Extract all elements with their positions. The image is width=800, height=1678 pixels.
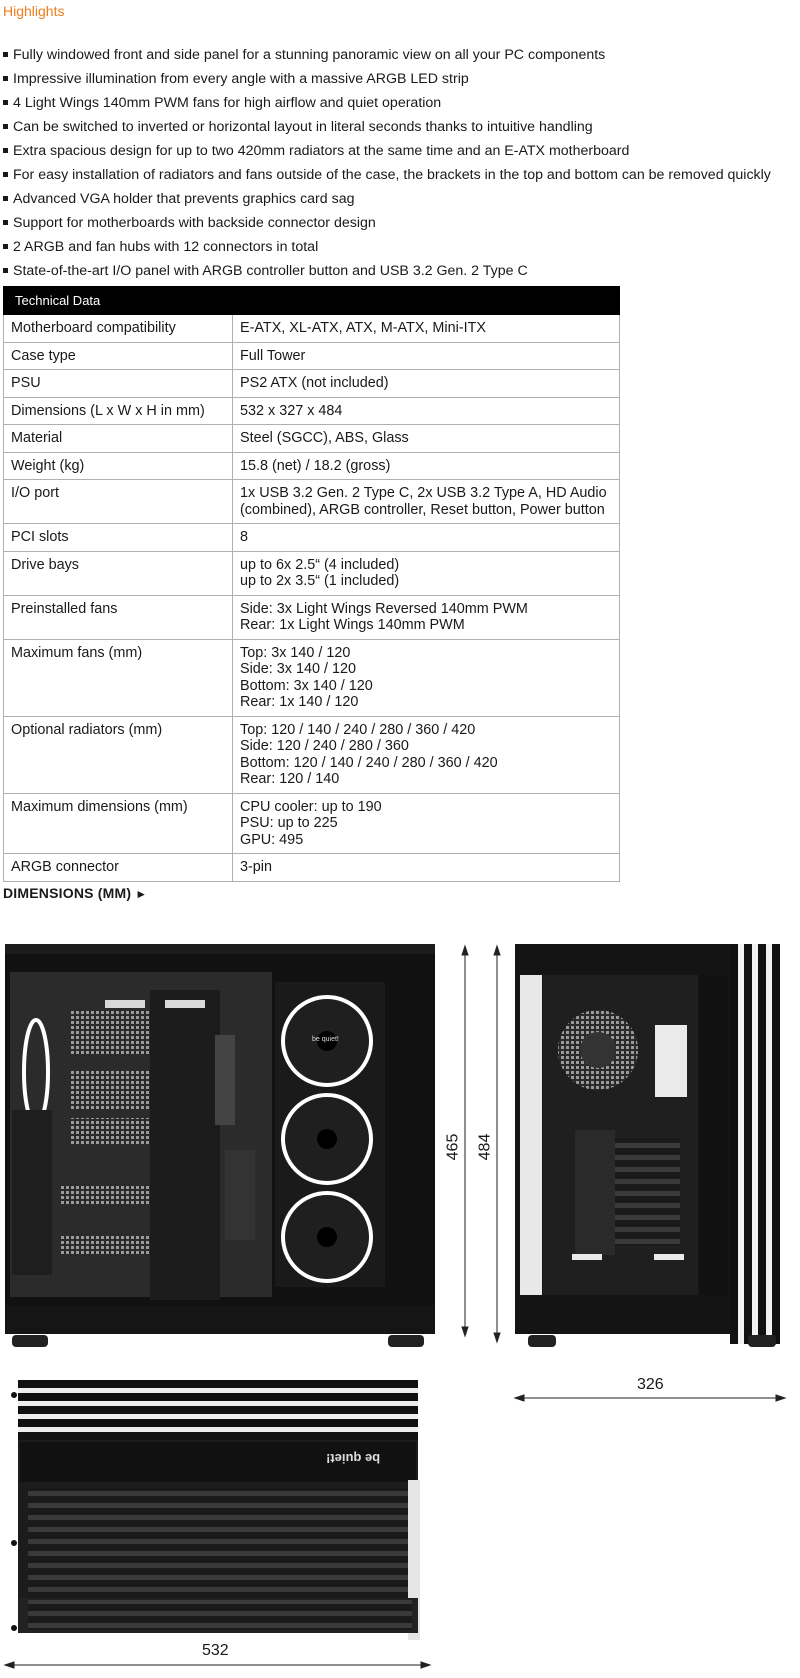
spec-value-line: 1x USB 3.2 Gen. 2 Type C, 2x USB 3.2 Type A, HD Audio	[240, 485, 607, 501]
spec-label: I/O port	[4, 480, 233, 524]
spec-value-line: Bottom: 3x 140 / 120	[240, 677, 373, 694]
spec-value-line: 15.8 (net) / 18.2 (gross)	[240, 457, 391, 474]
spec-label: Weight (kg)	[4, 452, 233, 480]
top-brand-logo: be quiet!	[326, 1451, 381, 1466]
spec-value-line: Side: 3x 140 / 120	[240, 661, 357, 677]
highlight-text: Fully windowed front and side panel for a stunning panoramic view on all your PC components	[13, 47, 606, 63]
spec-value-line: Side: 120 / 240 / 280 / 360	[240, 738, 409, 754]
spec-label: Material	[4, 425, 233, 453]
spec-label: Maximum fans (mm)	[4, 639, 233, 716]
spec-value-line: Top: 3x 140 / 120	[240, 644, 351, 661]
width-dimension-line	[515, 1395, 785, 1401]
spec-label: Maximum dimensions (mm)	[4, 793, 233, 854]
spec-label: Drive bays	[4, 551, 233, 595]
length-dimension-line	[5, 1662, 430, 1668]
spec-value-line: CPU cooler: up to 190	[240, 798, 382, 815]
spec-value-line: (combined), ARGB controller, Reset button, Power button	[240, 501, 605, 518]
highlight-text: Support for motherboards with backside connector design	[13, 215, 376, 231]
spec-label: PSU	[4, 370, 233, 398]
spec-value-line: Bottom: 120 / 140 / 240 / 280 / 360 / 420	[240, 754, 498, 771]
highlight-text: State-of-the-art I/O panel with ARGB controller button and USB 3.2 Gen. 2 Type C	[13, 263, 528, 279]
fan-2-icon	[283, 1095, 371, 1183]
spec-value-line: 8	[240, 529, 249, 545]
spec-label: ARGB connector	[4, 854, 233, 882]
spec-label: Optional radiators (mm)	[4, 716, 233, 793]
spec-value-line: E-ATX, XL-ATX, ATX, M-ATX, Mini-ITX	[240, 320, 486, 336]
highlight-text: Extra spacious design for up to two 420mm radiators at the same time and an E-ATX motherboard	[13, 143, 630, 159]
spec-label: Case type	[4, 342, 233, 370]
spec-value-line: up to 2x 3.5“ (1 included)	[240, 573, 400, 589]
spec-value-line: Side: 3x Light Wings Reversed 140mm PWM	[240, 600, 528, 617]
spec-value-line: PS2 ATX (not included)	[240, 375, 389, 391]
length-label: 532	[202, 1642, 229, 1659]
spec-value-line: Steel (SGCC), ABS, Glass	[240, 430, 409, 446]
top-view-case	[11, 1380, 420, 1640]
front-view-case	[515, 944, 780, 1347]
spec-value-line: Top: 120 / 140 / 240 / 280 / 360 / 420	[240, 721, 476, 738]
spec-value-line: GPU: 495	[240, 831, 304, 848]
highlight-text: Advanced VGA holder that prevents graphics card sag	[13, 191, 355, 207]
spec-label: PCI slots	[4, 524, 233, 552]
spec-value-line: 3-pin	[240, 859, 272, 875]
highlight-text: For easy installation of radiators and fans outside of the case, the brackets in the top and bottom can be removed quickly	[13, 167, 771, 183]
spec-value-line: Rear: 120 / 140	[240, 771, 340, 787]
width-label: 326	[637, 1376, 664, 1393]
height-total-label: 484	[476, 1133, 494, 1161]
height-inner-label: 465	[444, 1133, 462, 1161]
spec-value-line: Full Tower	[240, 347, 306, 364]
highlight-text: Can be switched to inverted or horizontal layout in literal seconds thanks to intuitive handling	[13, 119, 593, 135]
fan-3-icon	[283, 1193, 371, 1281]
highlight-text: 4 Light Wings 140mm PWM fans for high airflow and quiet operation	[13, 95, 442, 111]
highlight-text: Impressive illumination from every angle with a massive ARGB LED strip	[13, 71, 469, 87]
spec-value-line: Rear: 1x Light Wings 140mm PWM	[240, 617, 465, 633]
arrow-right-icon: ►	[135, 887, 148, 901]
side-view-case	[5, 944, 435, 1347]
highlight-text: 2 ARGB and fan hubs with 12 connectors in total	[13, 239, 319, 255]
technical-data-header: Technical Data	[4, 287, 620, 315]
spec-label: Motherboard compatibility	[4, 315, 233, 343]
dimensions-heading-text: DIMENSIONS (MM)	[3, 885, 132, 901]
highlights-title: Highlights	[3, 3, 65, 19]
spec-value-line: Rear: 1x 140 / 120	[240, 694, 359, 710]
spec-label: Preinstalled fans	[4, 595, 233, 639]
spec-value-line: up to 6x 2.5“ (4 included)	[240, 556, 400, 573]
spec-label: Dimensions (L x W x H in mm)	[4, 397, 233, 425]
fan-logo-text: be quiet!	[312, 1036, 339, 1043]
spec-value-line: PSU: up to 225	[240, 815, 338, 831]
spec-value-line: 532 x 327 x 484	[240, 402, 343, 419]
